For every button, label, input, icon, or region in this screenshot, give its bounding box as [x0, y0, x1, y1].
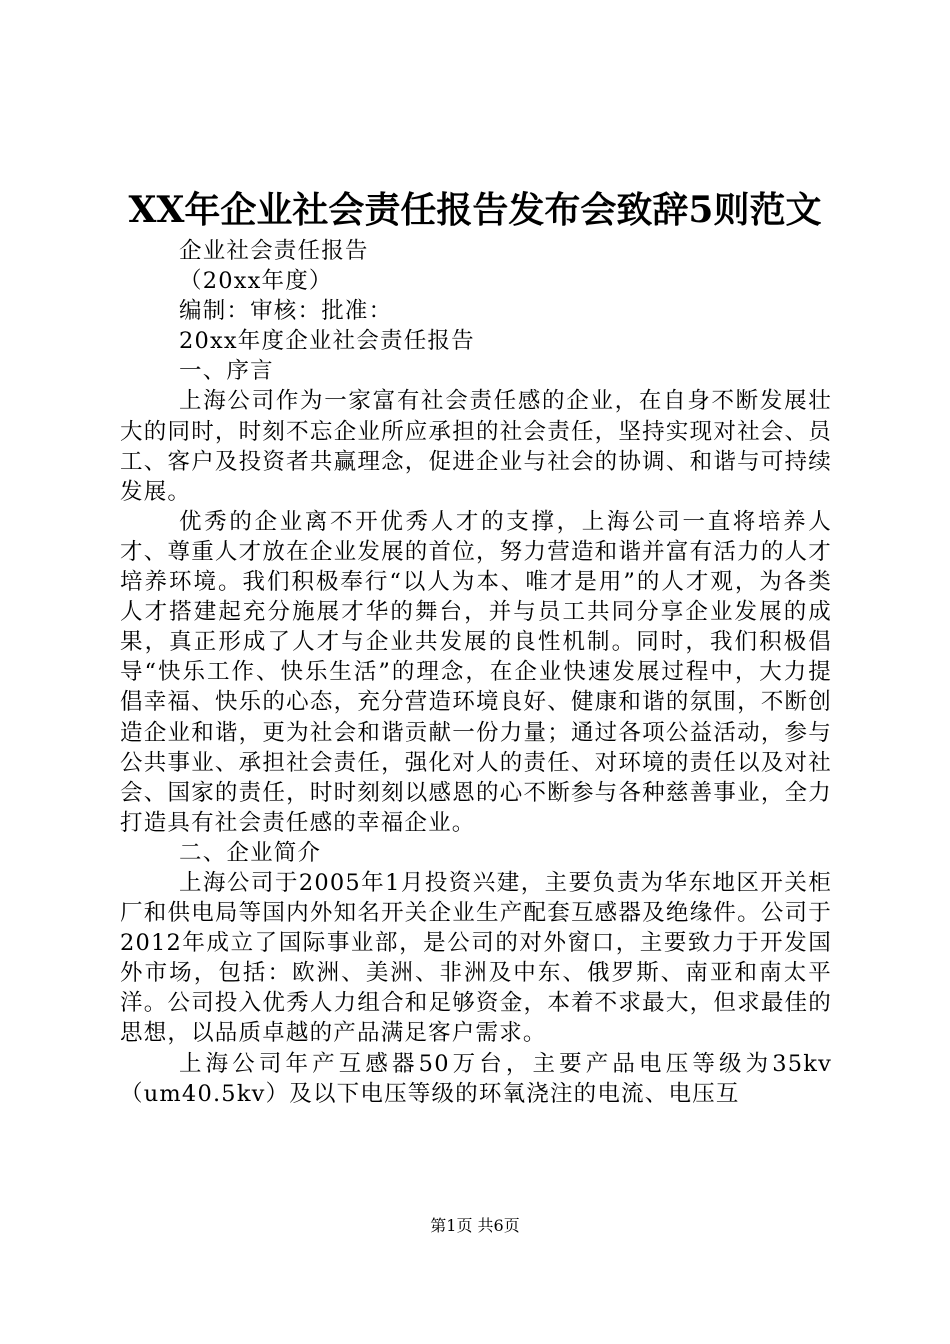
paragraph: 上海公司作为一家富有社会责任感的企业，在自身不断发展壮大的同时，时刻不忘企业所应承担的社会责任，坚持实现对社会、员工、客户及投资者共赢理念，促进企业与社会的协调、和谐与可持续发展。 [120, 388, 832, 505]
page-footer: 第1页 共6页 [430, 1216, 520, 1235]
paragraph: 优秀的企业离不开优秀人才的支撑，上海公司一直将培养人才、尊重人才放在企业发展的首位，努力营造和谐并富有活力的人才培养环境。我们积极奉行“以人为本、唯才是用”的人才观，为各类人才搭建起充分施展才华的舞台，并与员工共同分享企业发展的成果，真正形成了人才与企业共发展的良性机制。同时，我们积极倡导“快乐工作、快乐生活”的理念，在企业快速发展过程中，大力提倡幸福、快乐的心态，充分营造环境良好、健康和谐的氛围，不断创造企业和谐，更为社会和谐贡献一份力量；通过各项公益活动，参与公共事业、承担社会责任，强化对人的责任、对环境的责任以及对社会、国家的责任，时时刻刻以感恩的心不断参与各种慈善事业，全力打造具有社会责任感的幸福企业。 [120, 508, 832, 836]
document-title: XX年企业社会责任报告发布会致辞5则范文 [128, 189, 822, 231]
header-line-annual-report: 20xx年度企业社会责任报告 [179, 328, 475, 355]
section-heading-preface: 一、序言 [179, 358, 274, 385]
paragraph: 上海公司于2005年1月投资兴建，主要负责为华东地区开关柜厂和供电局等国内外知名开关企业生产配套互感器及绝缘件。公司于2012年成立了国际事业部，是公司的对外窗口，主要致力于开发国外市场，包括：欧洲、美洲、非洲及中东、俄罗斯、南亚和南太平洋。公司投入优秀人力组合和足够资金，本着不求最大，但求最佳的思想，以品质卓越的产品满足客户需求。 [120, 869, 832, 1047]
header-line-report-title: 企业社会责任报告 [179, 238, 369, 264]
document-body [120, 236, 832, 1109]
header-line-year: （20xx年度） [179, 268, 333, 295]
section-heading-company-intro: 二、企业简介 [179, 839, 322, 866]
header-line-approval: 编制：审核：批准： [179, 298, 393, 325]
paragraph: 上海公司年产互感器50万台，主要产品电压等级为35kv（um40.5kv）及以下电压等级的环氧浇注的电流、电压互 [120, 1050, 832, 1107]
